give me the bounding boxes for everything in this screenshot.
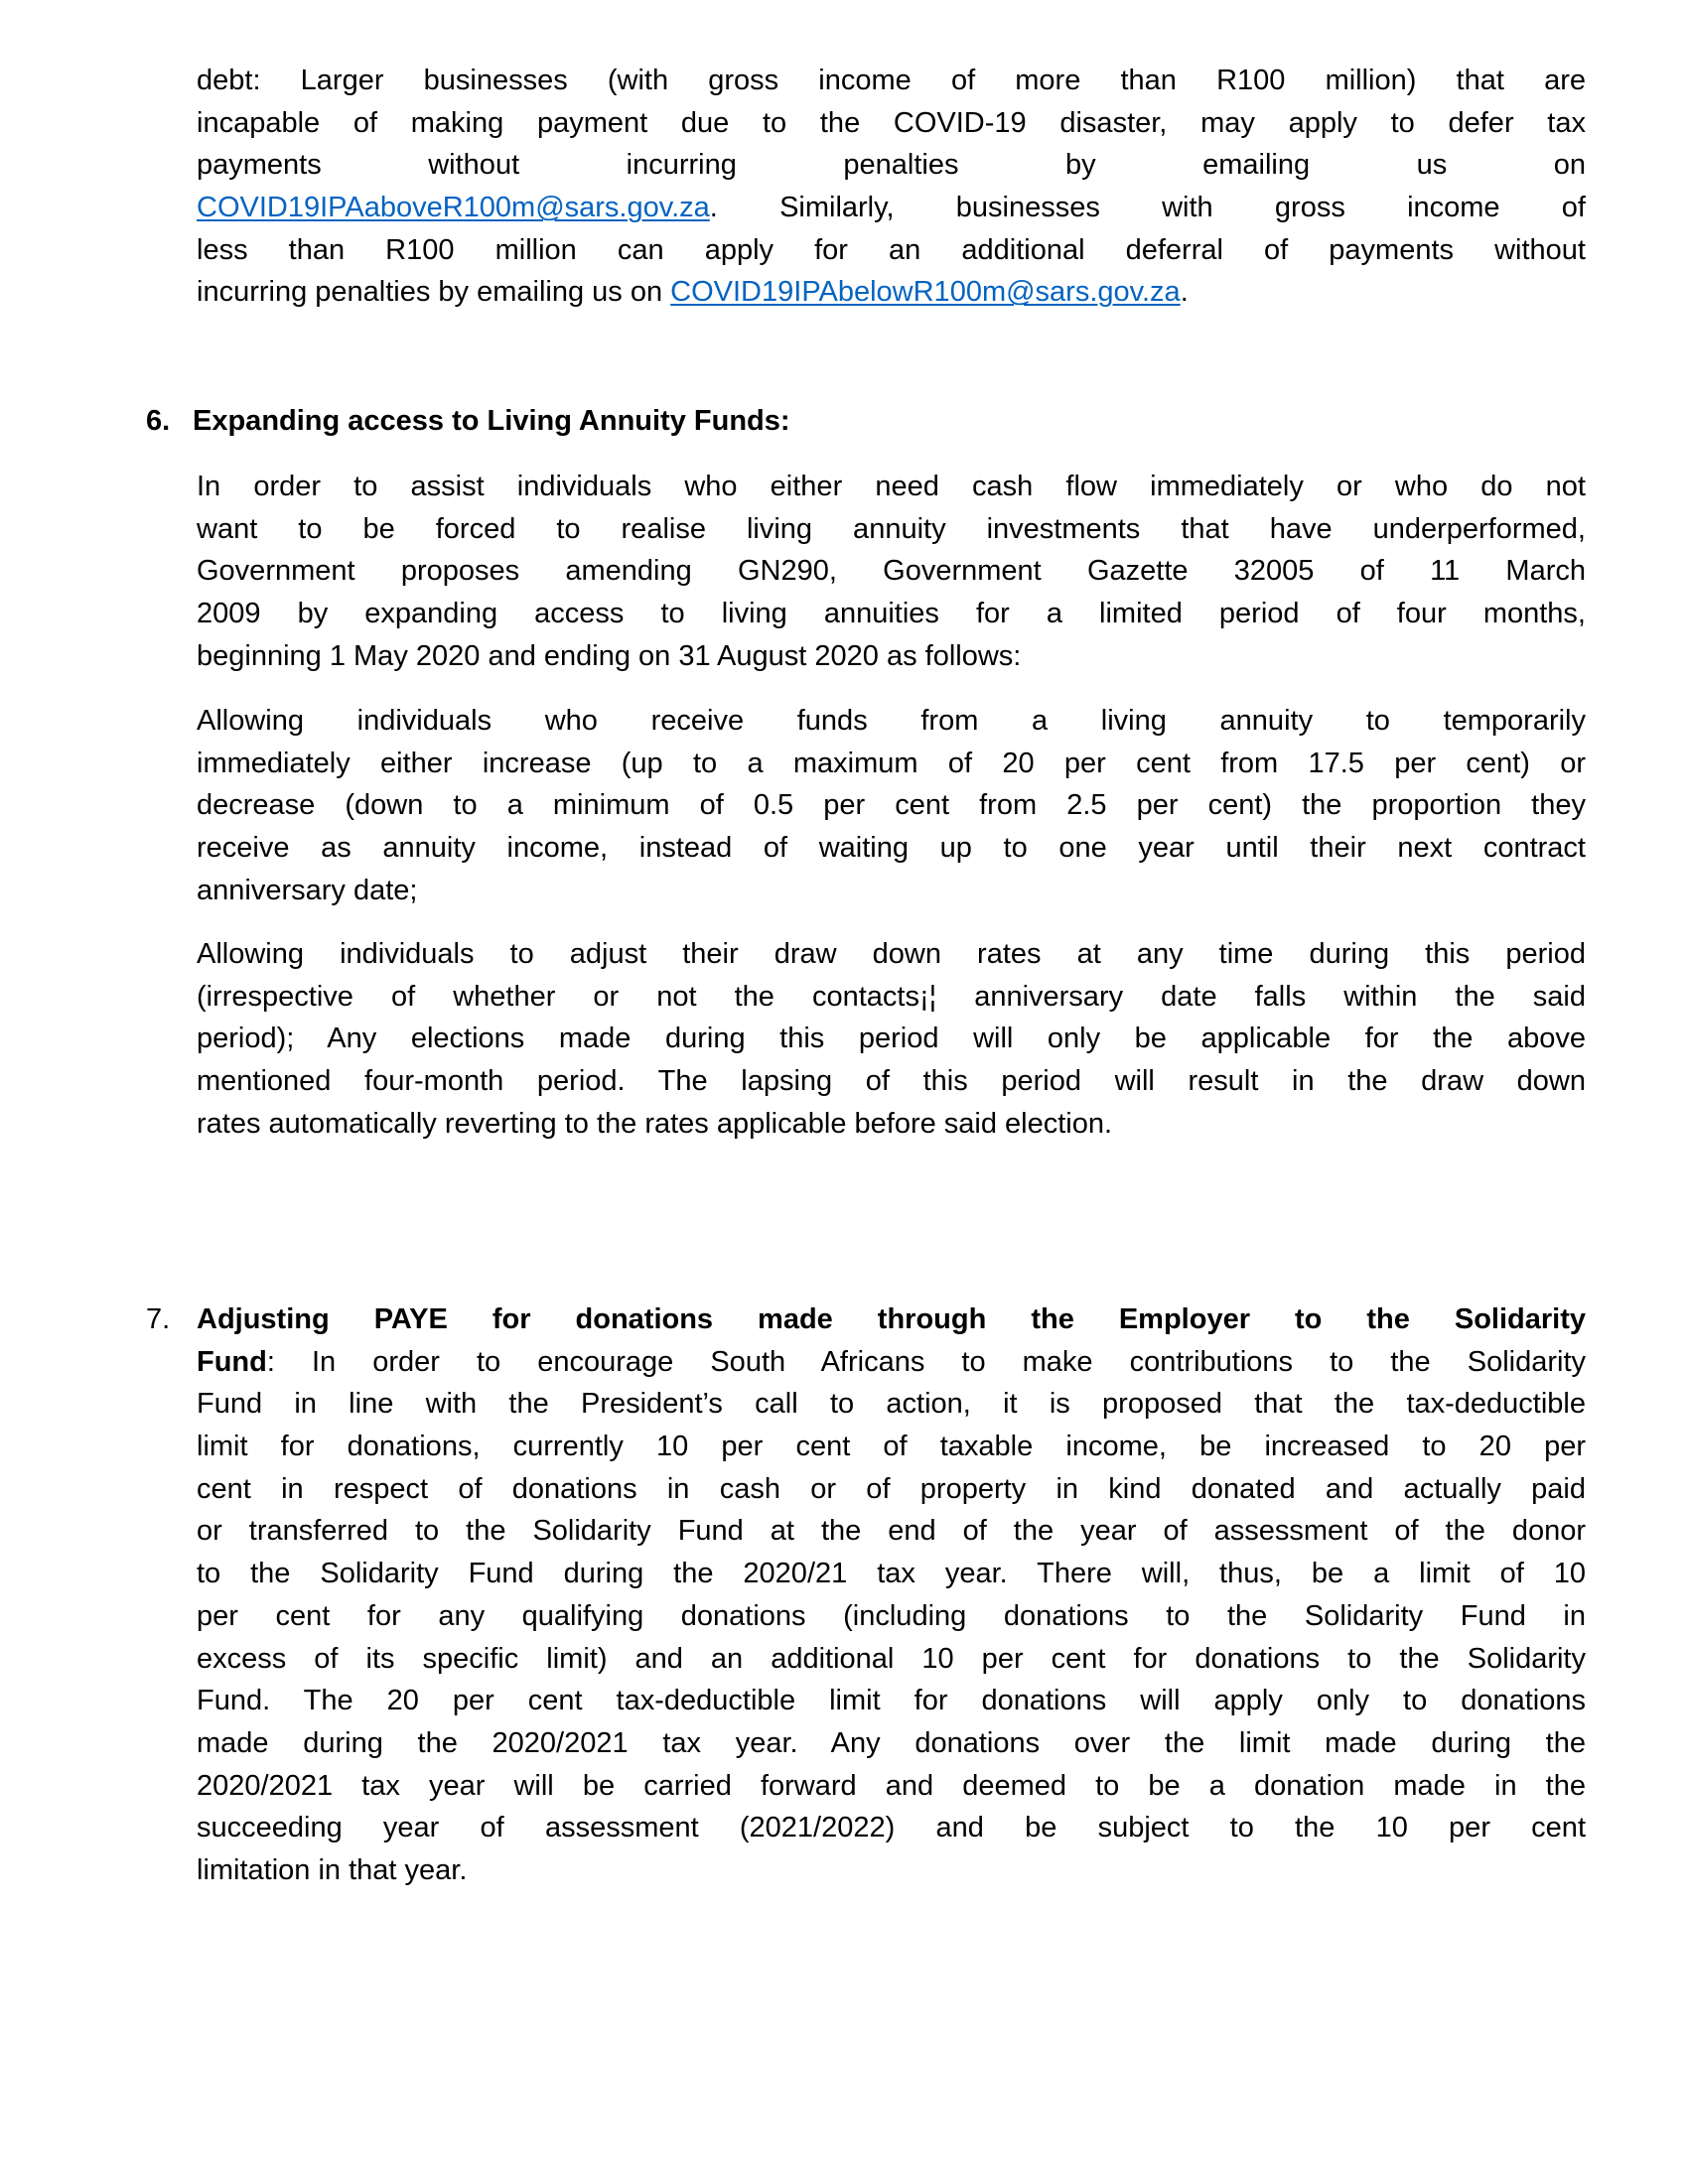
text-after-link: . Similarly, businesses with gross income of bbox=[709, 192, 1586, 224]
section6-paragraph-1 bbox=[197, 466, 1586, 677]
paragraph-line: period); Any elections made during this period will only be applicable for the above bbox=[197, 1023, 1586, 1055]
paragraph-line: Government proposes amending GN290, Government Gazette 32005 of 11 March bbox=[197, 555, 1586, 588]
paragraph-line: rates automatically reverting to the rates applicable before said election. bbox=[197, 1107, 1113, 1140]
paragraph-line bbox=[197, 187, 1586, 229]
section-heading-continued: Fund bbox=[197, 1345, 267, 1378]
paragraph-line: less than R100 million can apply for an additional deferral of payments without bbox=[197, 233, 1586, 266]
section-number: 7. bbox=[146, 1303, 171, 1335]
paragraph-line: In order to assist individuals who either need cash flow immediately or who do not bbox=[197, 471, 1586, 502]
paragraph-line bbox=[197, 271, 1586, 314]
paragraph-text: : In order to encourage South Africans to make contributions to the Solidarity bbox=[266, 1345, 1586, 1378]
paragraph-line: debt: Larger businesses (with gross income of more than R100 million) that are bbox=[197, 65, 1586, 96]
section-heading: Expanding access to Living Annuity Funds: bbox=[193, 405, 790, 437]
paragraph-line: Allowing individuals to adjust their draw down rates at any time during this period bbox=[197, 938, 1586, 970]
paragraph-line: succeeding year of assessment (2021/2022) and be subject to the 10 per cent bbox=[197, 1812, 1586, 1844]
paragraph-line: incapable of making payment due to the COVID-19 disaster, may apply to defer tax bbox=[197, 106, 1586, 139]
paragraph-line: limit for donations, currently 10 per cent of taxable income, be increased to 20 per bbox=[197, 1431, 1586, 1463]
paragraph-line: (irrespective of whether or not the contacts¡¦ anniversary date falls within the said bbox=[197, 980, 1586, 1013]
paragraph-line: per cent for any qualifying donations (including donations to the Solidarity Fund in bbox=[197, 1599, 1586, 1632]
section6-paragraph-2 bbox=[197, 700, 1586, 911]
paragraph-line: to the Solidarity Fund during the 2020/21 tax year. There will, thus, be a limit of 10 bbox=[197, 1558, 1586, 1590]
paragraph-line: Allowing individuals who receive funds from a living annuity to temporarily bbox=[197, 705, 1586, 737]
paragraph-line: payments without incurring penalties by emailing us on bbox=[197, 149, 1586, 182]
email-link-above-r100m[interactable]: COVID19IPAaboveR100m@sars.gov.za bbox=[197, 192, 710, 224]
paragraph-line bbox=[197, 1341, 1586, 1384]
paragraph-line: decrease (down to a minimum of 0.5 per cent from 2.5 per cent) the proportion they bbox=[197, 789, 1586, 822]
paragraph-line: limitation in that year. bbox=[197, 1853, 468, 1886]
paragraph-line: Fund in line with the President’s call to action, it is proposed that the tax-deductible bbox=[197, 1388, 1586, 1421]
paragraph-line: 2020/2021 tax year will be carried forward and deemed to be a donation made in the bbox=[197, 1769, 1586, 1802]
section-heading: Adjusting PAYE for donations made through the Employer to the Solidarity bbox=[197, 1303, 1586, 1335]
paragraph-line: Fund. The 20 per cent tax-deductible limit for donations will apply only to donations bbox=[197, 1685, 1586, 1717]
paragraph-line: made during the 2020/2021 tax year. Any donations over the limit made during the bbox=[197, 1726, 1586, 1759]
paragraph-line: want to be forced to realise living annuity investments that have underperformed, bbox=[197, 512, 1586, 545]
section6-paragraph-3 bbox=[197, 933, 1586, 1145]
paragraph-line: beginning 1 May 2020 and ending on 31 August 2020 as follows: bbox=[197, 639, 1022, 672]
paragraph-line: or transferred to the Solidarity Fund at the end of the year of assessment of the donor bbox=[197, 1515, 1586, 1548]
paragraph-line: mentioned four-month period. The lapsing of this period will result in the draw down bbox=[197, 1065, 1586, 1098]
section-number: 6. bbox=[146, 405, 171, 437]
email-link-below-r100m[interactable]: COVID19IPAbelowR100m@sars.gov.za bbox=[670, 276, 1181, 309]
intro-paragraph bbox=[197, 60, 1586, 314]
text-after-link: . bbox=[1180, 276, 1189, 309]
paragraph-line: excess of its specific limit) and an additional 10 per cent for donations to the Solidarity bbox=[197, 1642, 1586, 1675]
paragraph-line: 2009 by expanding access to living annuities for a limited period of four months, bbox=[197, 598, 1586, 630]
paragraph-line: immediately either increase (up to a maximum of 20 per cent from 17.5 per cent) or bbox=[197, 747, 1586, 779]
paragraph-line: cent in respect of donations in cash or of property in kind donated and actually paid bbox=[197, 1472, 1586, 1505]
section7-paragraph bbox=[197, 1298, 1586, 1892]
paragraph-line: anniversary date; bbox=[197, 874, 418, 906]
text-before-link: incurring penalties by emailing us on bbox=[197, 276, 671, 309]
paragraph-line: receive as annuity income, instead of waiting up to one year until their next contract bbox=[197, 832, 1586, 865]
